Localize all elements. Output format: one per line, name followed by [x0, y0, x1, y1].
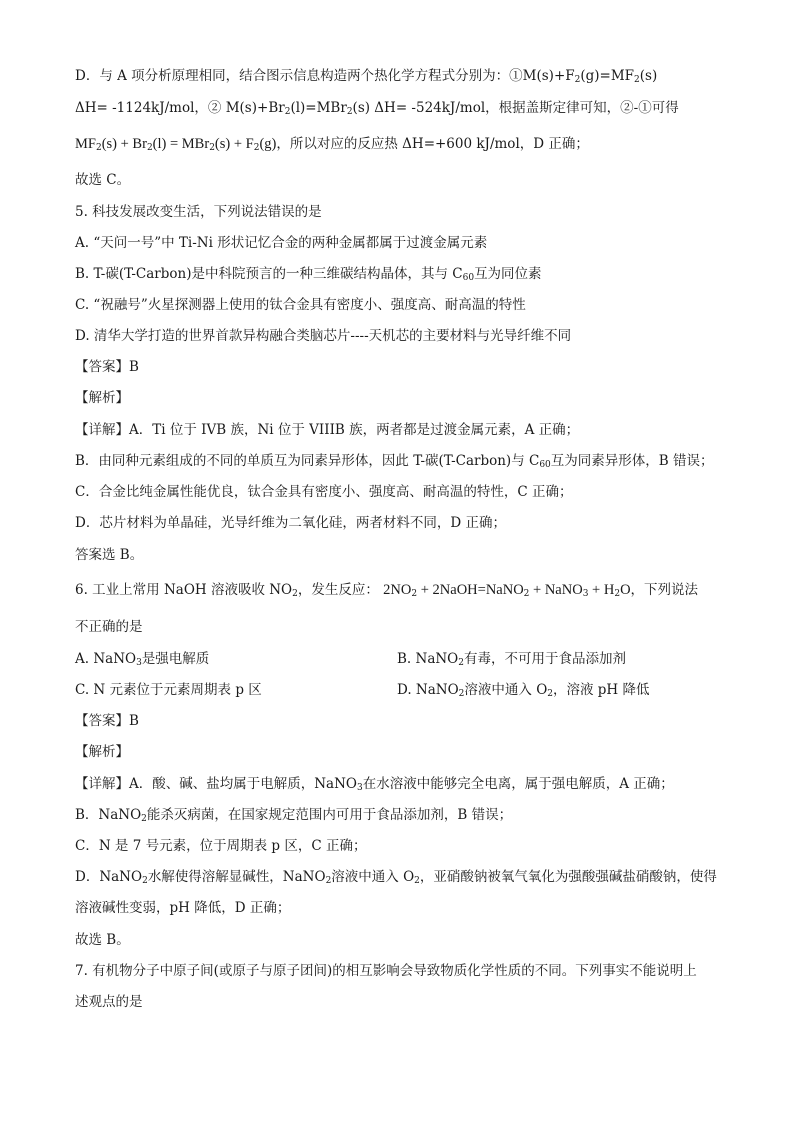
- q5-analysis-label: 【解析】: [75, 390, 129, 406]
- q7-stem-line2: 述观点的是: [75, 994, 143, 1010]
- q6-answer: 【答案】B: [75, 713, 139, 729]
- q6-detail-c: C．N 是 7 号元素，位于周期表 p 区，C 正确；: [75, 838, 367, 854]
- q5-option-a: A. “天问一号”中 Ti-Ni 形状记忆合金的两种金属都属于过渡金属元素: [75, 235, 488, 251]
- q6-detail-d: D．NaNO$_2$水解使得溶解显碱性，NaNO$_2$溶液中通入 $O_2$，亚硝酸钠被氧气氧化为强酸强碱盐硝酸钠，使得: [75, 869, 717, 886]
- q5-answer: 【答案】B: [75, 359, 139, 375]
- prev-d-line3-equation: $MF_2(s) + Br_2(l) = MBr_2(s) + F_2(g)$，所以对应的反应热 ΔH=+600 kJ/mol，D 正确；: [75, 136, 589, 153]
- prev-d-line1: D．与 A 项分析原理相同，结合图示信息构造两个热化学方程式分别为：$①M(s)+F_2(g)=MF_2(s)$: [75, 68, 658, 85]
- q5-detail-c: C．合金比纯金属性能优良，钛合金具有密度小、强度高、耐高温的特性，C 正确；: [75, 484, 573, 500]
- q5-detail-d: D．芯片材料为单晶硅，光导纤维为二氧化硅，两者材料不同，D 正确；: [75, 515, 506, 531]
- q6-option-c: C. N 元素位于元素周期表 p 区: [75, 682, 262, 698]
- q5-option-c: C. “祝融号”火星探测器上使用的钛合金具有密度小、强度高、耐高温的特性: [75, 297, 526, 313]
- prev-conclusion: 故选 C。: [75, 172, 131, 188]
- q6-conclusion: 故选 B。: [75, 932, 130, 948]
- q5-detail-b: B．由同种元素组成的不同的单质互为同素异形体，因此 T-碳(T-Carbon)与 $C_{60}$互为同素异形体，B 错误；: [75, 453, 714, 470]
- q5-option-b: B. T-碳(T-Carbon)是中科院预言的一种三维碳结构晶体，其与 $C_{60}$互为同位素: [75, 266, 542, 283]
- q6-analysis-label: 【解析】: [75, 744, 129, 760]
- q6-option-d: D. NaNO$_2$溶液中通入 $O_2$，溶液 pH 降低: [397, 682, 650, 699]
- q5-stem: 5. 科技发展改变生活，下列说法错误的是: [75, 204, 322, 220]
- prev-d-line2: ΔH= -1124kJ/mol，② $M(s)+Br_2(l)=MBr_2(s)$ ΔH= -524kJ/mol，根据盖斯定律可知，②-①可得: [75, 100, 679, 117]
- q7-stem: 7. 有机物分子中原子间(或原子与原子团间)的相互影响会导致物质化学性质的不同。下列事实不能说明上: [75, 963, 697, 979]
- q5-conclusion: 答案选 B。: [75, 547, 144, 563]
- q6-stem-line2: 不正确的是: [75, 619, 143, 635]
- q6-option-a: A. NaNO$_3$是强电解质: [75, 651, 210, 668]
- q6-detail-a: 【详解】A．酸、碱、盐均属于电解质，NaNO$_3$在水溶液中能够完全电离，属于强电解质，A 正确；: [75, 776, 674, 793]
- q6-detail-d-line2: 溶液碱性变弱，pH 降低，D 正确；: [75, 900, 291, 916]
- q6-option-b: B. NaNO$_2$有毒，不可用于食品添加剂: [397, 651, 626, 668]
- q5-option-d: D. 清华大学打造的世界首款异构融合类脑芯片----天机芯的主要材料与光导纤维不同: [75, 328, 572, 344]
- q6-stem: 6. 工业上常用 NaOH 溶液吸收 $NO_2$，发生反应： $2NO_2$ + 2NaOH=NaNO$_2$ + NaNO$_3$ + $H_2O$，下列说法: [75, 582, 699, 599]
- q5-detail-a: 【详解】A．Ti 位于 IVB 族，Ni 位于 VIIIB 族，两者都是过渡金属元素，A 正确；: [75, 422, 580, 438]
- q6-detail-b: B．NaNO$_2$能杀灭病菌，在国家规定范围内可用于食品添加剂，B 错误；: [75, 807, 513, 824]
